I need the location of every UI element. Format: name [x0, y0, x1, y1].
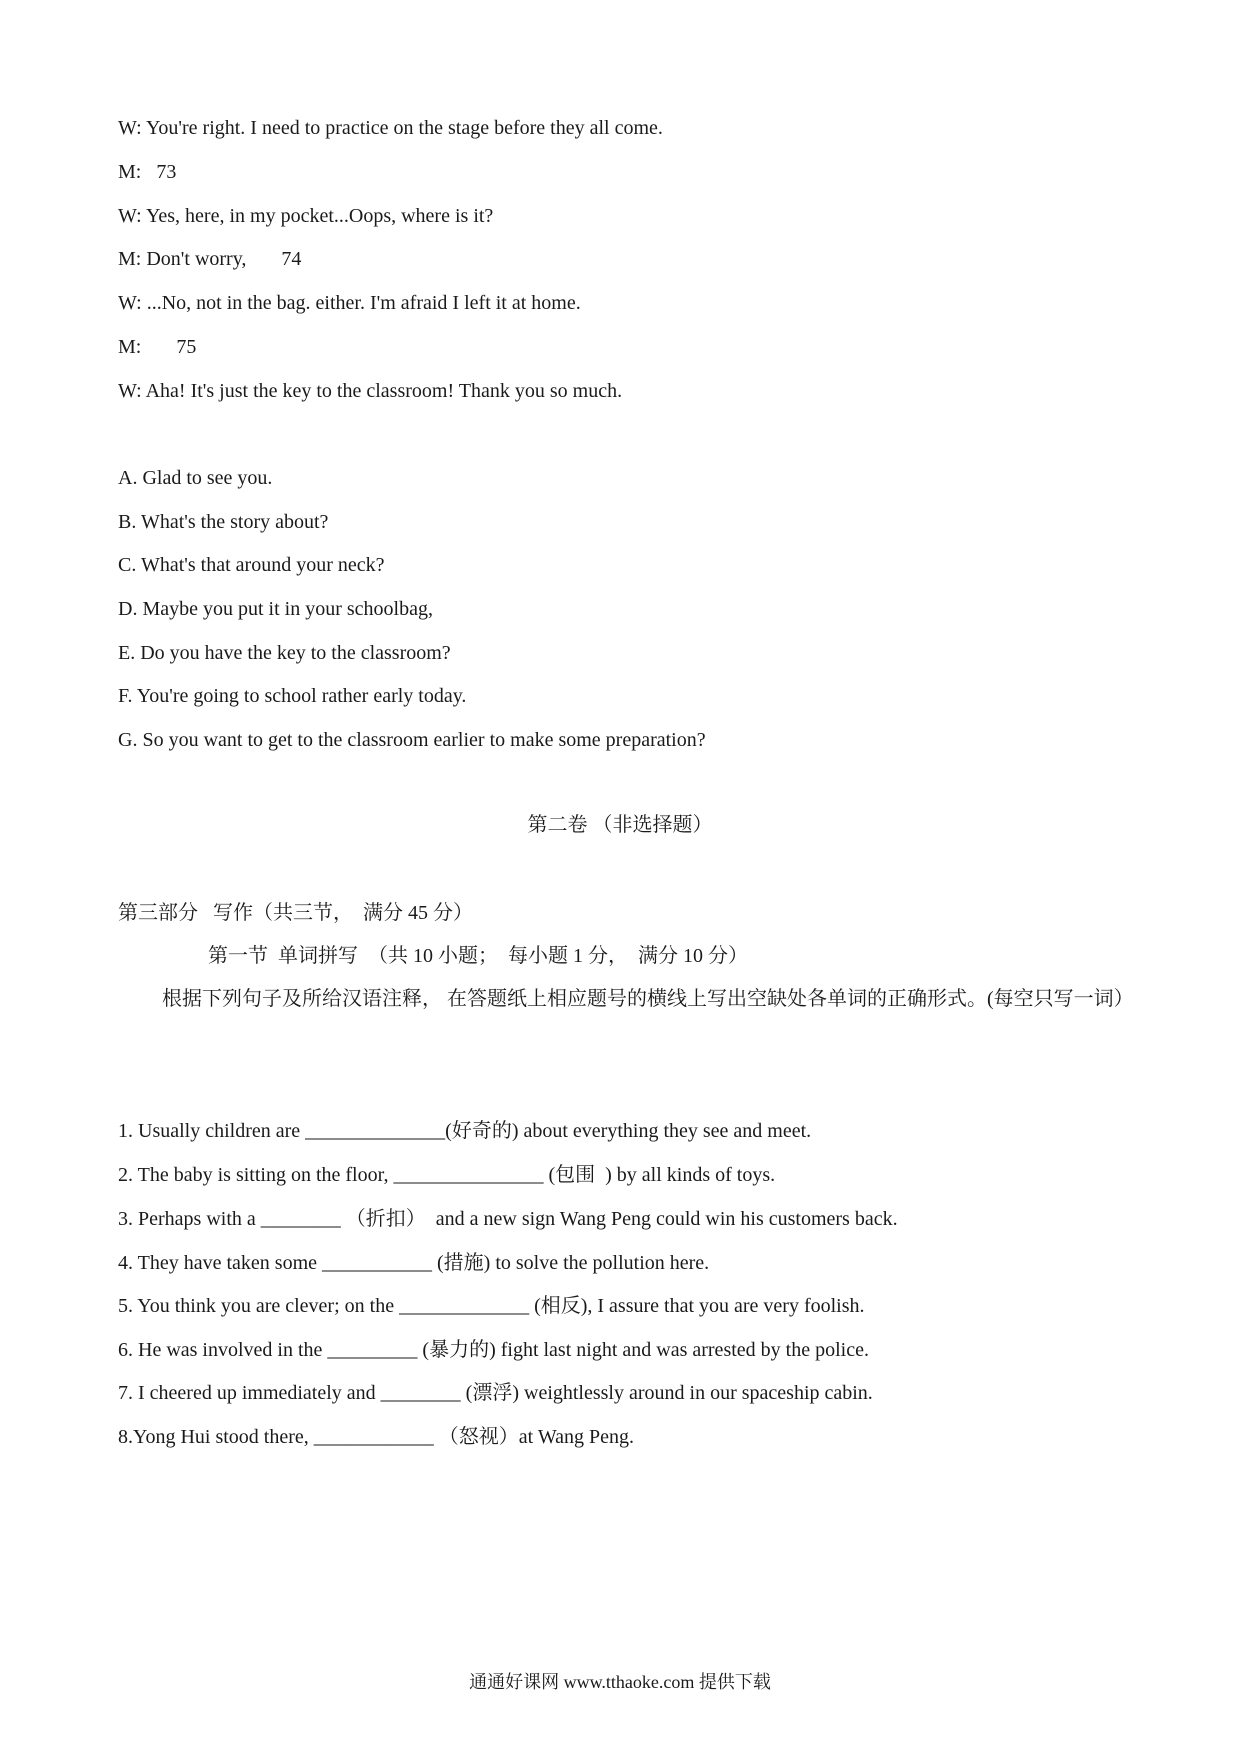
- question-item: 3. Perhaps with a ________ （折扣） and a new sign Wang Peng could win his customers back.: [118, 1208, 898, 1230]
- question-item: 5. You think you are clever; on the _____________ (相反), I assure that you are very foolish.: [118, 1295, 865, 1317]
- instruction-text: 根据下列句子及所给汉语注释， 在答题纸上相应题号的横线上写出空缺处各单词的正确形式。(每空只写一词）: [162, 988, 1134, 1010]
- question-item: 8.Yong Hui stood there, ____________ （怒视）at Wang Peng.: [118, 1426, 634, 1448]
- dialogue-line: W: ...No, not in the bag. either. I'm afraid I left it at home.: [118, 292, 581, 314]
- option-item: A. Glad to see you.: [118, 467, 273, 489]
- option-item: E. Do you have the key to the classroom?: [118, 642, 451, 664]
- dialogue-line: W: You're right. I need to practice on the stage before they all come.: [118, 117, 663, 139]
- page-footer: 通通好课网 www.tthaoke.com 提供下载: [469, 1672, 771, 1692]
- dialogue-line: W: Aha! It's just the key to the classroom! Thank you so much.: [118, 380, 623, 402]
- dialogue-line: M: Don't worry, 74: [118, 248, 302, 270]
- question-item: 1. Usually children are ______________(好奇的) about everything they see and meet.: [118, 1120, 812, 1142]
- option-item: D. Maybe you put it in your schoolbag,: [118, 598, 433, 620]
- volume-title: 第二卷 （非选择题）: [527, 814, 713, 836]
- dialogue-line: M: 75: [118, 336, 197, 358]
- option-item: C. What's that around your neck?: [118, 554, 385, 576]
- option-item: B. What's the story about?: [118, 511, 329, 533]
- question-item: 4. They have taken some ___________ (措施) to solve the pollution here.: [118, 1252, 710, 1274]
- section-title: 第一节 单词拼写 （共 10 小题； 每小题 1 分， 满分 10 分）: [208, 945, 748, 967]
- option-item: G. So you want to get to the classroom earlier to make some preparation?: [118, 729, 706, 751]
- question-item: 6. He was involved in the _________ (暴力的) fight last night and was arrested by the police.: [118, 1339, 869, 1361]
- option-item: F. You're going to school rather early today.: [118, 685, 467, 707]
- part-title: 第三部分 写作（共三节， 满分 45 分）: [118, 902, 473, 924]
- dialogue-line: W: Yes, here, in my pocket...Oops, where is it?: [118, 205, 494, 227]
- question-item: 7. I cheered up immediately and ________ (漂浮) weightlessly around in our spaceship cabin.: [118, 1382, 873, 1404]
- dialogue-line: M: 73: [118, 161, 177, 183]
- question-item: 2. The baby is sitting on the floor, _______________ (包围 ) by all kinds of toys.: [118, 1164, 776, 1186]
